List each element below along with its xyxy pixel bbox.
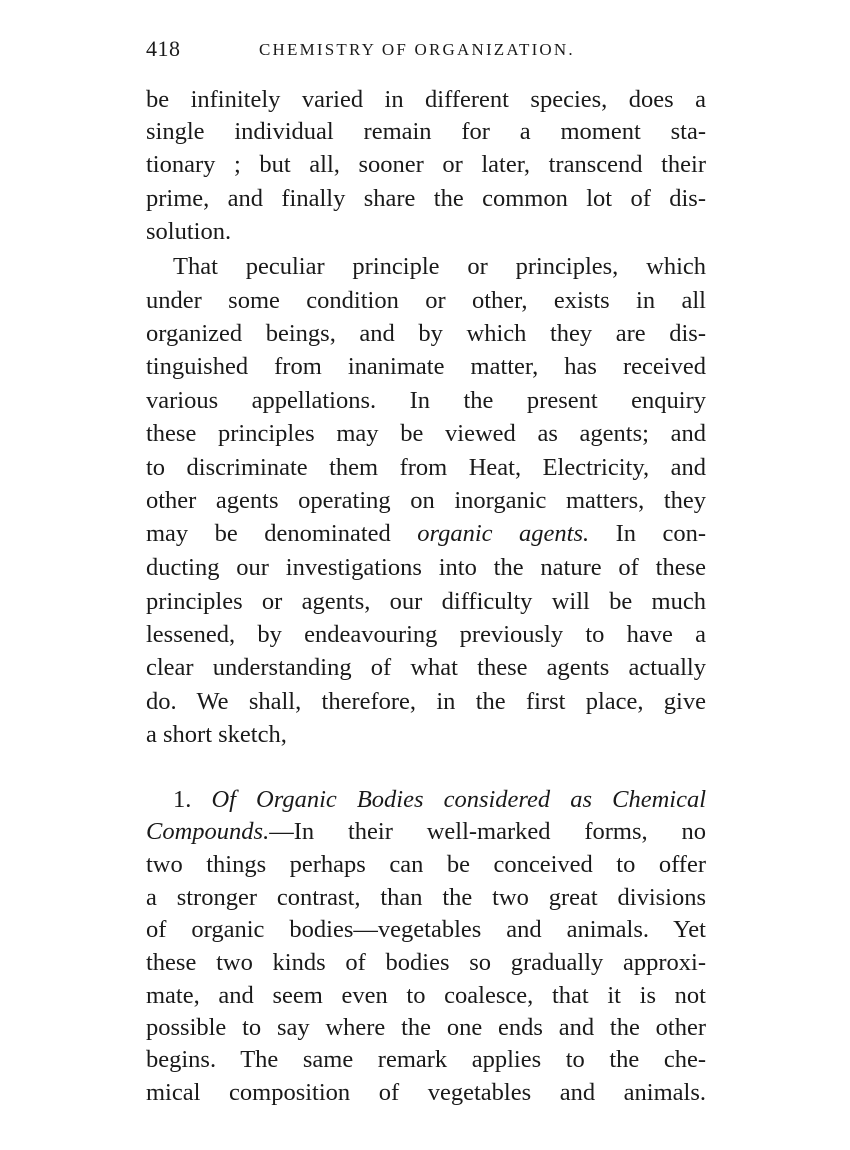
text-line: That peculiar principle or principles, which <box>173 253 706 280</box>
text-line: under some condition or other, exists in all <box>146 287 706 314</box>
text-line: various appellations. In the present enquiry <box>146 387 706 414</box>
text-line: to discriminate them from Heat, Electricity, and <box>146 454 706 481</box>
text-line: clear understanding of what these agents actually <box>146 654 706 681</box>
text-line: mical composition of vegetables and animals. <box>146 1079 706 1106</box>
text-line <box>146 816 706 848</box>
section-title: Compounds. <box>146 818 270 845</box>
italic-term: organic agents. <box>417 520 590 547</box>
text-line: be infinitely varied in different species, does a <box>146 86 706 113</box>
text-line: ducting our investigations into the nature of these <box>146 554 706 581</box>
section-number: 1. <box>173 786 192 813</box>
text-line: a stronger contrast, than the two great divisions <box>146 884 706 911</box>
text-line: organized beings, and by which they are dis- <box>146 320 706 347</box>
line-text: may be denominated <box>146 520 418 547</box>
text-line <box>146 518 706 550</box>
text-line: solution. <box>146 218 232 245</box>
text-line: possible to say where the one ends and the other <box>146 1014 706 1041</box>
line-text: —In their well-marked forms, no <box>269 818 706 845</box>
text-line: other agents operating on inorganic matters, they <box>146 487 706 514</box>
text-line: these principles may be viewed as agents; and <box>146 420 706 447</box>
text-line: tinguished from inanimate matter, has received <box>146 353 706 380</box>
text-line: principles or agents, our difficulty will be much <box>146 588 706 615</box>
text-line: begins. The same remark applies to the che- <box>146 1046 706 1073</box>
text-line: of organic bodies—vegetables and animals. Yet <box>146 916 706 943</box>
text-line: tionary ; but all, sooner or later, transcend their <box>146 151 706 178</box>
text-line: mate, and seem even to coalesce, that it is not <box>146 982 706 1009</box>
line-text: In con- <box>589 520 706 547</box>
page-header <box>146 36 706 66</box>
text-line: single individual remain for a moment sta- <box>146 118 706 145</box>
text-line: two things perhaps can be conceived to offer <box>146 851 706 878</box>
text-line: prime, and finally share the common lot of dis- <box>146 185 706 212</box>
text-line: lessened, by endeavouring previously to have a <box>146 621 706 648</box>
text-line: these two kinds of bodies so gradually approxi- <box>146 949 706 976</box>
running-head: CHEMISTRY OF ORGANIZATION. <box>259 40 575 59</box>
section-heading-line <box>173 784 706 816</box>
text-line: a short sketch, <box>146 721 287 748</box>
section-title: Of Organic Bodies considered as Chemical <box>211 786 707 813</box>
page-number: 418 <box>146 36 181 61</box>
text-line: do. We shall, therefore, in the first place, give <box>146 688 706 715</box>
